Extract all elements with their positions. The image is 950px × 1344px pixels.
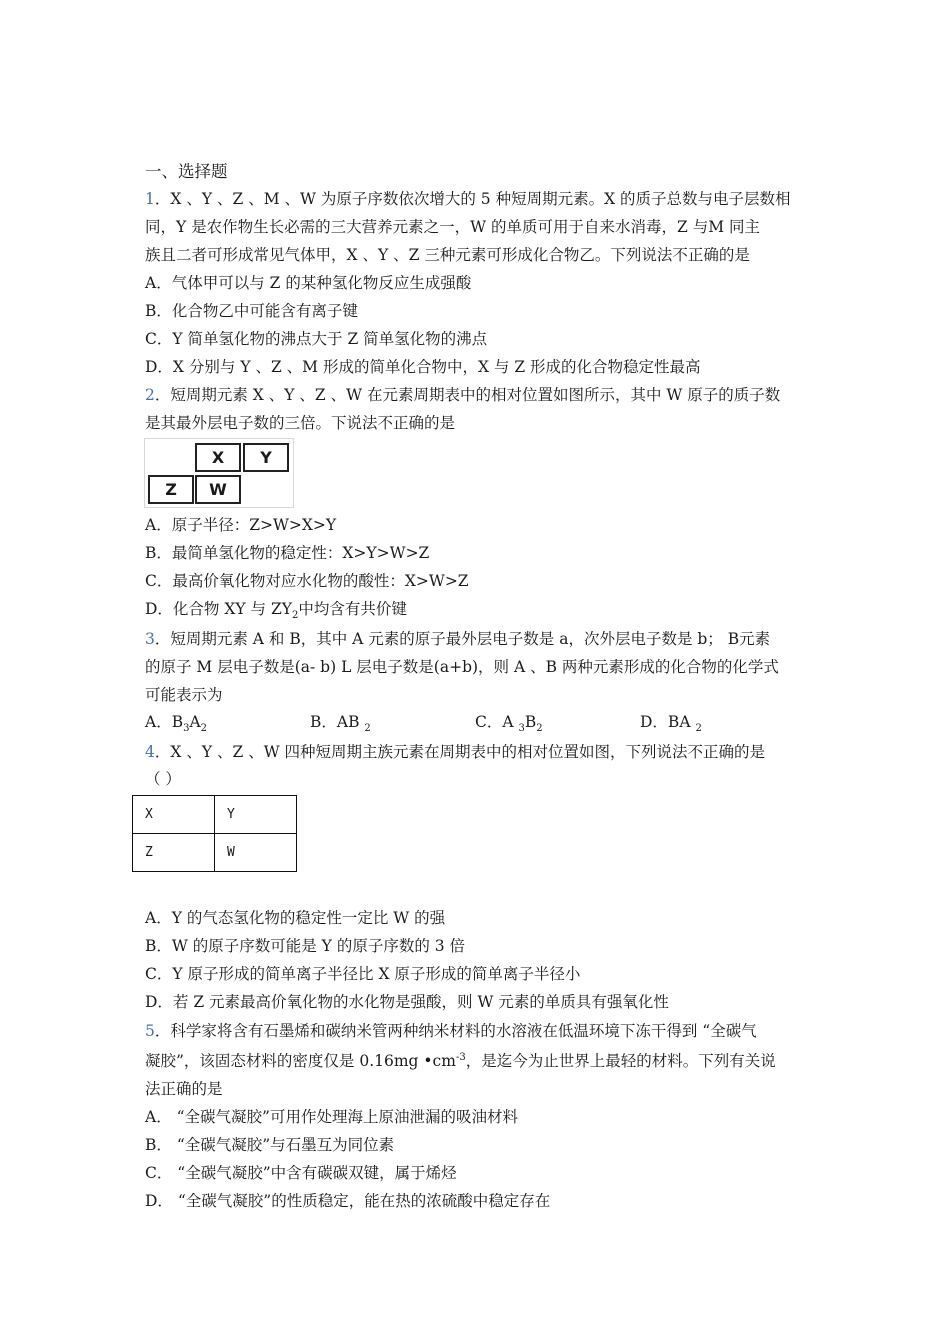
q2-cell-x: X xyxy=(195,443,241,472)
q1-option-b: B．化合物乙中可能含有离子键 xyxy=(145,302,358,320)
q2-option-c: C．最高价氧化物对应水化物的酸性：X>W>Z xyxy=(145,572,469,590)
q3-option-d: D．BA $_2$ xyxy=(640,713,702,734)
q3-number: 3 xyxy=(145,630,155,648)
q3-option-a: A．$B_3A_2$ xyxy=(145,713,208,734)
q1-line-2: 同，Y 是农作物生长必需的三大营养元素之一，W 的单质可用于自来水消毒，Z 与M 同主 xyxy=(145,218,761,236)
q5-option-c: C． “全碳气凝胶”中含有碳碳双键，属于烯烃 xyxy=(145,1164,457,1182)
q1-option-d: D．X 分别与 Y 、Z 、M 形成的简单化合物中，X 与 Z 形成的化合物稳定性最高 xyxy=(145,358,701,376)
table-row xyxy=(133,796,297,834)
section-title: 一、选择题 xyxy=(145,162,228,181)
q5-line-1: 5．科学家将含有石墨烯和碳纳米管两种纳米材料的水溶液在低温环境下冻干得到 “全碳气 xyxy=(145,1022,757,1040)
q5-option-a: A． “全碳气凝胶”可用作处理海上原油泄漏的吸油材料 xyxy=(145,1108,518,1126)
q2-option-b: B．最简单氢化物的稳定性：X>Y>W>Z xyxy=(145,544,430,562)
q2-cell-z: Z xyxy=(148,475,194,504)
q4-option-c: C．Y 原子形成的简单离子半径比 X 原子形成的简单离子半径小 xyxy=(145,965,581,983)
q1-line-1: 1．X 、Y 、Z 、M 、W 为原子序数依次增大的 5 种短周期元素。X 的质子总数与电子层数相 xyxy=(145,190,791,208)
q1-line-3: 族且二者可形成常见气体甲，X 、Y 、Z 三种元素可形成化合物乙。下列说法不正确的是 xyxy=(145,246,750,264)
q2-option-d: D．化合物 XY 与 $ZY_2$中均含有共价键 xyxy=(145,600,407,621)
q4-number: 4 xyxy=(145,743,155,761)
q2-line-2: 是其最外层电子数的三倍。下说法不正确的是 xyxy=(145,414,456,432)
table-cell: W xyxy=(215,834,297,872)
q3-line-3: 可能表示为 xyxy=(145,686,223,704)
q5-line-3: 法正确的是 xyxy=(145,1080,223,1098)
q1-number: 1 xyxy=(145,190,155,208)
q3-line-1: 3．短周期元素 A 和 B，其中 A 元素的原子最外层电子数是 a，次外层电子数是 b； B元素 xyxy=(145,630,771,648)
q2-option-a: A．原子半径：Z>W>X>Y xyxy=(145,516,337,534)
q2-cell-w: W xyxy=(195,475,241,504)
table-cell: X xyxy=(133,796,215,834)
q3-option-b: B．AB $_2$ xyxy=(310,713,371,734)
q4-option-d: D．若 Z 元素最高价氧化物的水化物是强酸，则 W 元素的单质具有强氧化性 xyxy=(145,993,669,1011)
q4-option-a: A．Y 的气态氢化物的稳定性一定比 W 的强 xyxy=(145,909,446,927)
q5-option-b: B． “全碳气凝胶”与石墨互为同位素 xyxy=(145,1136,395,1154)
q5-line-2: 凝胶”，该固态材料的密度仅是 0.16mg $•cm^{-3}$，是迄今为止世界上最轻的材料。下列有关说 xyxy=(145,1052,776,1070)
q5-option-d: D． “全碳气凝胶”的性质稳定，能在热的浓硫酸中稳定存在 xyxy=(145,1192,551,1210)
q5-number: 5 xyxy=(145,1022,155,1040)
q1-option-a: A．气体甲可以与 Z 的某种氢化物反应生成强酸 xyxy=(145,274,472,292)
q3-option-c: C．A $_3B_2$ xyxy=(475,713,543,734)
q4-option-b: B．W 的原子序数可能是 Y 的原子序数的 3 倍 xyxy=(145,937,466,955)
q2-cell-y: Y xyxy=(243,443,289,472)
q2-number: 2 xyxy=(145,386,155,404)
q1-option-c: C．Y 简单氢化物的沸点大于 Z 简单氢化物的沸点 xyxy=(145,330,488,348)
table-cell: Y xyxy=(215,796,297,834)
q3-line-2: 的原子 M 层电子数是(a- b) L 层电子数是(a+b)，则 A 、B 两种元素形成的化合物的化学式 xyxy=(145,658,779,676)
table-row xyxy=(133,834,297,872)
q2-periodic-figure xyxy=(144,438,294,508)
q4-element-table xyxy=(132,795,297,872)
q4-line-2: （ ） xyxy=(145,770,181,788)
table-cell: Z xyxy=(133,834,215,872)
q2-line-1: 2．短周期元素 X 、Y 、Z 、W 在元素周期表中的相对位置如图所示，其中 W 原子的质子数 xyxy=(145,386,781,404)
q4-line-1: 4．X 、Y 、Z 、W 四种短周期主族元素在周期表中的相对位置如图，下列说法不正确的是 xyxy=(145,743,766,761)
